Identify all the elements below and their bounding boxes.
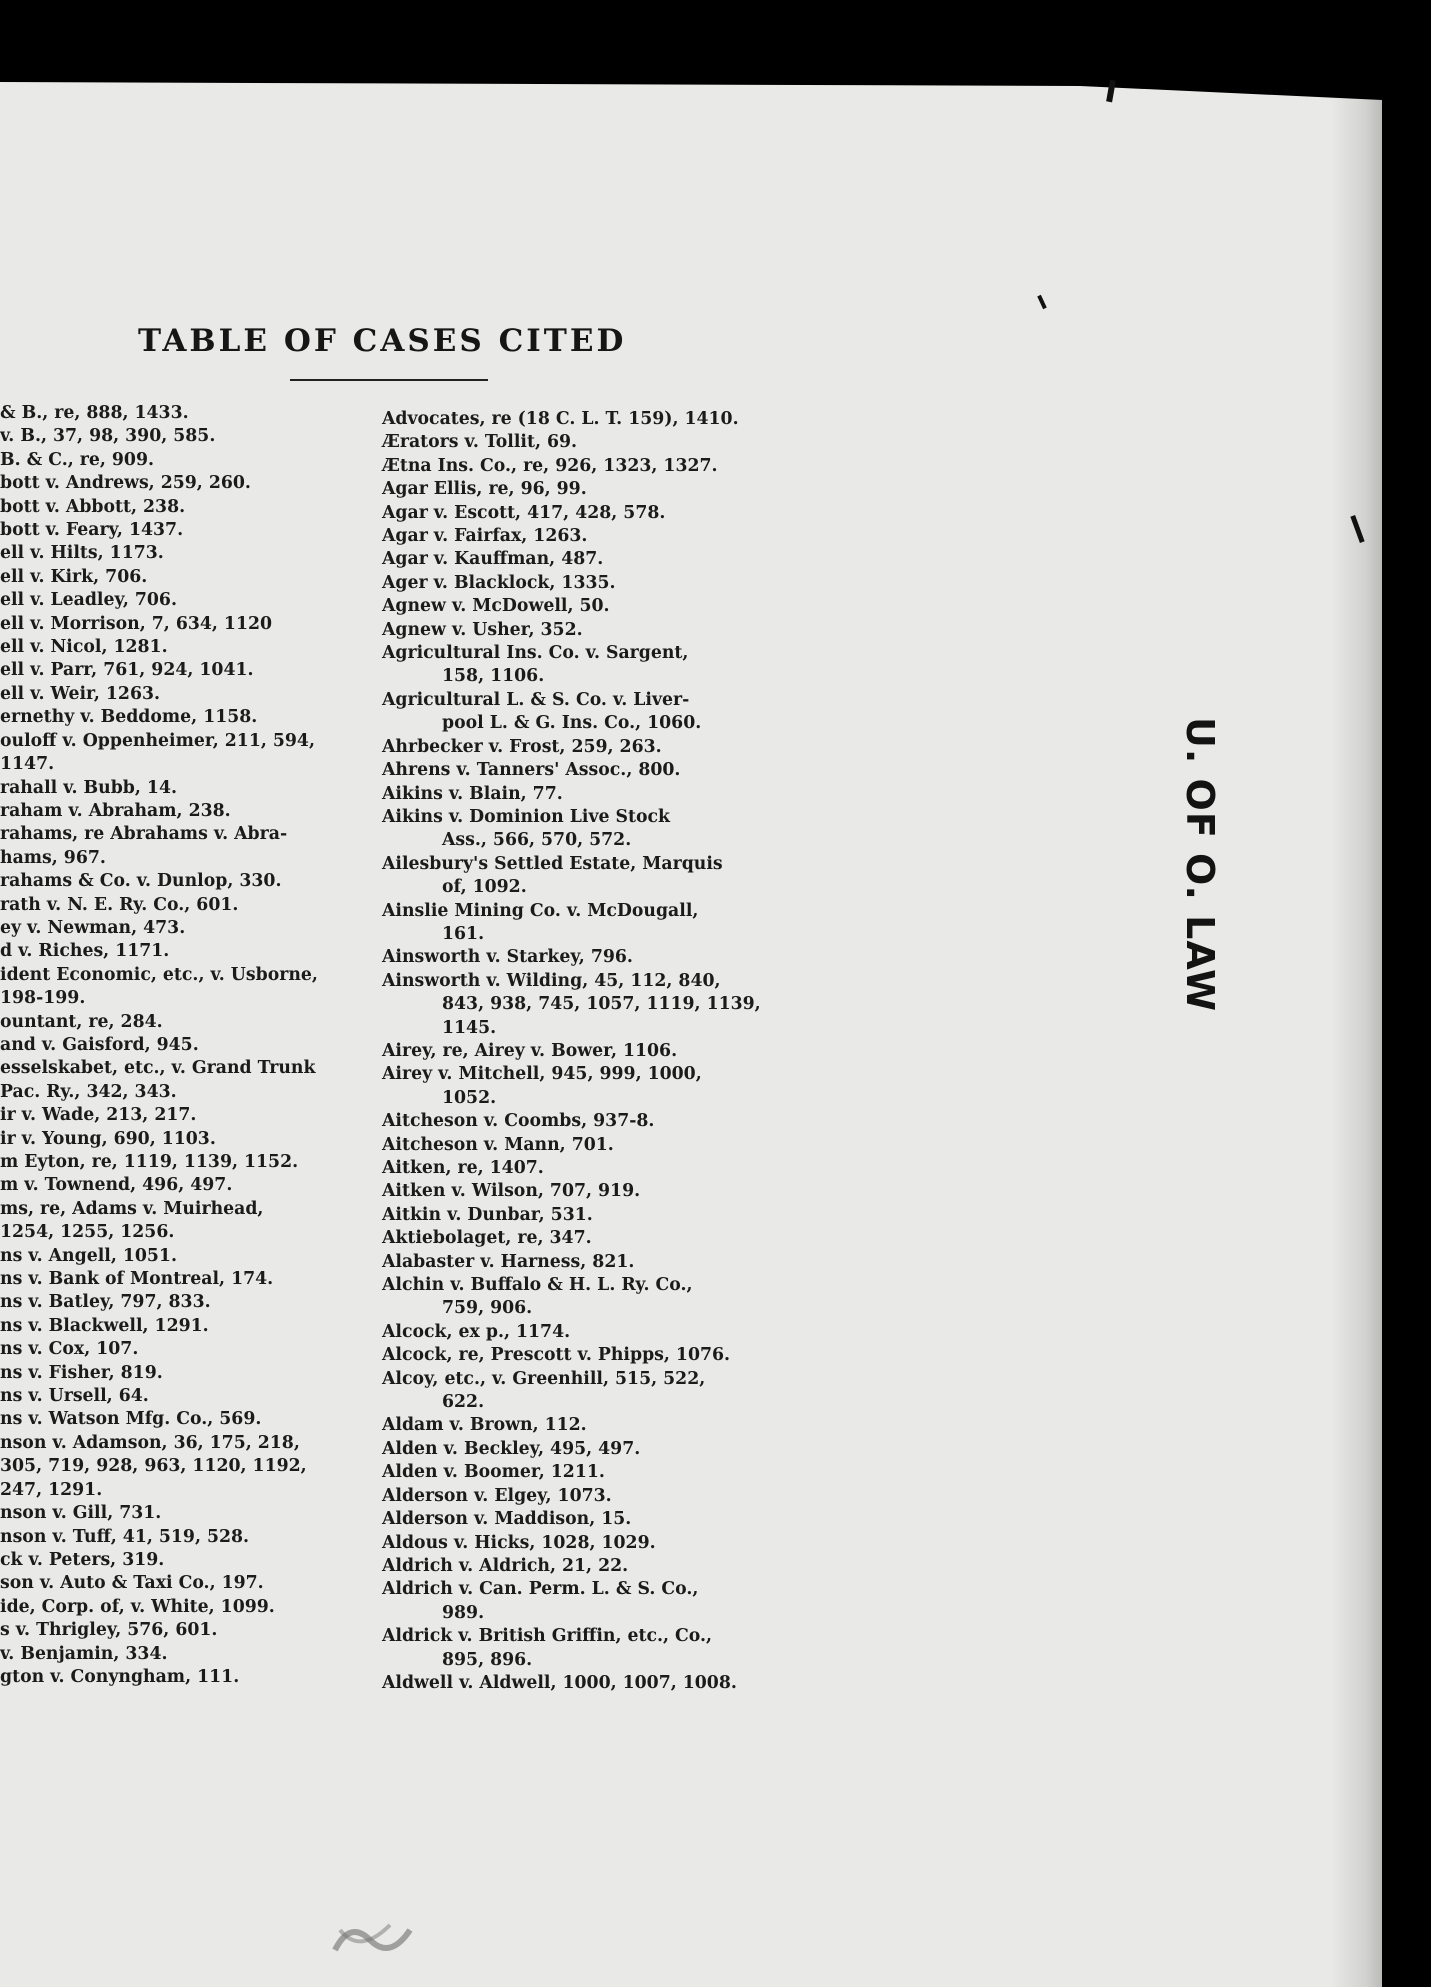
case-entry: son v. Auto & Taxi Co., 197. <box>0 1573 264 1594</box>
case-entry: ns v. Cox, 107. <box>0 1339 139 1360</box>
case-entry: ns v. Blackwell, 1291. <box>0 1315 209 1336</box>
case-entry: Agricultural L. & S. Co. v. Liver- <box>382 689 690 710</box>
case-entry: Alcock, re, Prescott v. Phipps, 1076. <box>382 1345 731 1366</box>
case-entry: 1147. <box>0 754 55 775</box>
case-entry: and v. Gaisford, 945. <box>0 1034 199 1055</box>
case-entry: Airey, re, Airey v. Bower, 1106. <box>382 1040 678 1061</box>
case-entry: Ætna Ins. Co., re, 926, 1323, 1327. <box>382 455 718 476</box>
case-entry: ck v. Peters, 319. <box>0 1549 165 1570</box>
case-entry: bott v. Abbott, 238. <box>0 496 186 517</box>
case-entry: ident Economic, etc., v. Usborne, <box>0 964 318 985</box>
case-entry: Aikins v. Blain, 77. <box>382 783 563 804</box>
case-entry: Agar v. Kauffman, 487. <box>382 549 604 570</box>
case-entry: Advocates, re (18 C. L. T. 159), 1410. <box>382 409 739 429</box>
case-entry: Aitken, re, 1407. <box>382 1158 544 1178</box>
case-entry: hams, 967. <box>0 847 106 868</box>
case-entry: Aldam v. Brown, 112. <box>382 1415 587 1436</box>
case-entry-continuation: 989. <box>442 1602 485 1623</box>
case-entry: rath v. N. E. Ry. Co., 601. <box>0 894 239 915</box>
case-entry: Agricultural Ins. Co. v. Sargent, <box>382 643 689 664</box>
case-entry: esselskabet, etc., v. Grand Trunk <box>0 1058 316 1079</box>
case-entry: Ærators v. Tollit, 69. <box>382 432 578 453</box>
page-edge-shadow <box>1330 82 1390 1987</box>
case-entry: Aldrick v. British Griffin, etc., Co., <box>382 1626 713 1647</box>
case-entry: Ager v. Blacklock, 1335. <box>382 572 616 593</box>
case-entry: & B., re, 888, 1433. <box>0 403 189 423</box>
case-entry: v. Benjamin, 334. <box>0 1643 168 1664</box>
case-entry: Ahrens v. Tanners' Assoc., 800. <box>382 760 681 781</box>
case-entry-continuation: 622. <box>442 1392 485 1413</box>
case-entry: d v. Riches, 1171. <box>0 941 170 962</box>
case-entry: Alden v. Boomer, 1211. <box>382 1462 605 1483</box>
case-entry-continuation: 161. <box>442 923 485 944</box>
case-entry: bott v. Andrews, 259, 260. <box>0 473 251 494</box>
title-underline <box>290 379 488 381</box>
case-entry: nson v. Gill, 731. <box>0 1503 162 1524</box>
page-title: TABLE OF CASES CITED <box>138 323 627 359</box>
case-entry: Ahrbecker v. Frost, 259, 263. <box>382 736 662 757</box>
case-entry: ouloff v. Oppenheimer, 211, 594, <box>0 730 315 751</box>
case-entry: ide, Corp. of, v. White, 1099. <box>0 1596 275 1617</box>
left-case-column <box>0 402 375 1689</box>
case-entry: Agnew v. McDowell, 50. <box>382 596 610 617</box>
case-entry: Aktiebolaget, re, 347. <box>382 1228 592 1249</box>
case-entry: rahams & Co. v. Dunlop, 330. <box>0 871 282 892</box>
case-entry-continuation: 158, 1106. <box>442 666 545 687</box>
case-entry-continuation: pool L. & G. Ins. Co., 1060. <box>442 713 702 734</box>
case-entry-continuation: 895, 896. <box>442 1649 533 1670</box>
case-entry: ell v. Nicol, 1281. <box>0 637 168 658</box>
case-entry: v. B., 37, 98, 390, 585. <box>0 426 216 447</box>
case-entry: ell v. Morrison, 7, 634, 1120 <box>0 613 273 634</box>
case-entry: Airey v. Mitchell, 945, 999, 1000, <box>382 1064 702 1085</box>
case-entry: ms, re, Adams v. Muirhead, <box>0 1198 264 1219</box>
case-entry: Agar v. Fairfax, 1263. <box>382 526 588 547</box>
case-entry: ell v. Kirk, 706. <box>0 566 148 587</box>
case-entry: Agar v. Escott, 417, 428, 578. <box>382 502 666 523</box>
case-entry: m v. Townend, 496, 497. <box>0 1175 233 1196</box>
case-entry: rahall v. Bubb, 14. <box>0 777 177 798</box>
case-entry: Aldrich v. Can. Perm. L. & S. Co., <box>382 1579 699 1600</box>
case-entry: bott v. Feary, 1437. <box>0 520 184 541</box>
case-entry-continuation: 1052. <box>442 1087 497 1108</box>
case-entry: Alderson v. Maddison, 15. <box>382 1509 632 1530</box>
case-entry: ell v. Weir, 1263. <box>0 683 161 704</box>
case-entry: Ainslie Mining Co. v. McDougall, <box>382 900 699 921</box>
case-entry: rahams, re Abrahams v. Abra- <box>0 824 288 845</box>
case-entry: m Eyton, re, 1119, 1139, 1152. <box>0 1152 299 1172</box>
case-entry: ns v. Bank of Montreal, 174. <box>0 1269 274 1290</box>
case-entry: 305, 719, 928, 963, 1120, 1192, <box>0 1456 307 1477</box>
case-entry: Aikins v. Dominion Live Stock <box>382 806 671 827</box>
case-entry: ns v. Fisher, 819. <box>0 1362 163 1383</box>
case-entry: ns v. Angell, 1051. <box>0 1245 177 1266</box>
case-entry: nson v. Adamson, 36, 175, 218, <box>0 1432 300 1453</box>
case-entry: ountant, re, 284. <box>0 1011 163 1032</box>
case-entry: Aitcheson v. Mann, 701. <box>382 1134 614 1155</box>
case-entry: Ailesbury's Settled Estate, Marquis <box>382 853 723 874</box>
case-entry: Aldrich v. Aldrich, 21, 22. <box>382 1555 629 1576</box>
case-entry: 1254, 1255, 1256. <box>0 1222 175 1243</box>
case-entry: ell v. Hilts, 1173. <box>0 543 164 564</box>
library-stamp: U. OF O. LAW <box>1178 717 1222 1012</box>
case-entry: raham v. Abraham, 238. <box>0 800 231 821</box>
case-entry: Agnew v. Usher, 352. <box>382 619 583 640</box>
case-entry: ir v. Young, 690, 1103. <box>0 1128 216 1149</box>
case-entry: Alderson v. Elgey, 1073. <box>382 1485 612 1506</box>
case-entry: gton v. Conyngham, 111. <box>0 1666 240 1687</box>
case-entry-continuation: 1145. <box>442 1017 497 1038</box>
case-entry-continuation: of, 1092. <box>442 877 527 898</box>
case-entry: ernethy v. Beddome, 1158. <box>0 707 258 728</box>
case-entry: 198-199. <box>0 988 86 1009</box>
case-entry: ir v. Wade, 213, 217. <box>0 1105 197 1126</box>
case-entry: Ainsworth v. Starkey, 796. <box>382 947 633 968</box>
case-entry: Aldwell v. Aldwell, 1000, 1007, 1008. <box>382 1672 737 1693</box>
case-entry: ns v. Ursell, 64. <box>0 1386 149 1407</box>
case-entry: nson v. Tuff, 41, 519, 528. <box>0 1526 250 1547</box>
case-entry: Agar Ellis, re, 96, 99. <box>382 479 587 500</box>
case-entry-continuation: 759, 906. <box>442 1298 533 1319</box>
case-entry: ell v. Parr, 761, 924, 1041. <box>0 660 254 681</box>
case-entry: B. & C., re, 909. <box>0 449 154 470</box>
case-entry: ns v. Watson Mfg. Co., 569. <box>0 1409 262 1430</box>
case-entry: Ainsworth v. Wilding, 45, 112, 840, <box>382 970 721 991</box>
case-entry: s v. Thrigley, 576, 601. <box>0 1620 218 1641</box>
case-entry: Alcock, ex p., 1174. <box>382 1321 571 1342</box>
bottom-binding-marks <box>330 1910 420 1960</box>
case-entry: 247, 1291. <box>0 1479 103 1500</box>
case-entry: Alden v. Beckley, 495, 497. <box>382 1438 641 1459</box>
case-entry: Aitkin v. Dunbar, 531. <box>382 1204 593 1225</box>
case-entry: Alchin v. Buffalo & H. L. Ry. Co., <box>382 1275 693 1296</box>
case-entry: ell v. Leadley, 706. <box>0 590 177 611</box>
case-entry: ns v. Batley, 797, 833. <box>0 1292 211 1313</box>
case-entry-continuation: Ass., 566, 570, 572. <box>442 830 632 851</box>
case-entry: Pac. Ry., 342, 343. <box>0 1081 177 1102</box>
case-entry: Aitcheson v. Coombs, 937-8. <box>382 1111 655 1132</box>
right-case-column <box>382 408 830 1695</box>
case-entry: Aldous v. Hicks, 1028, 1029. <box>382 1532 656 1553</box>
case-entry-continuation: 843, 938, 745, 1057, 1119, 1139, <box>442 994 761 1015</box>
case-entry: ey v. Newman, 473. <box>0 917 186 938</box>
case-entry: Aitken v. Wilson, 707, 919. <box>382 1181 641 1202</box>
case-entry: Alcoy, etc., v. Greenhill, 515, 522, <box>382 1368 706 1389</box>
case-entry: Alabaster v. Harness, 821. <box>382 1251 635 1272</box>
